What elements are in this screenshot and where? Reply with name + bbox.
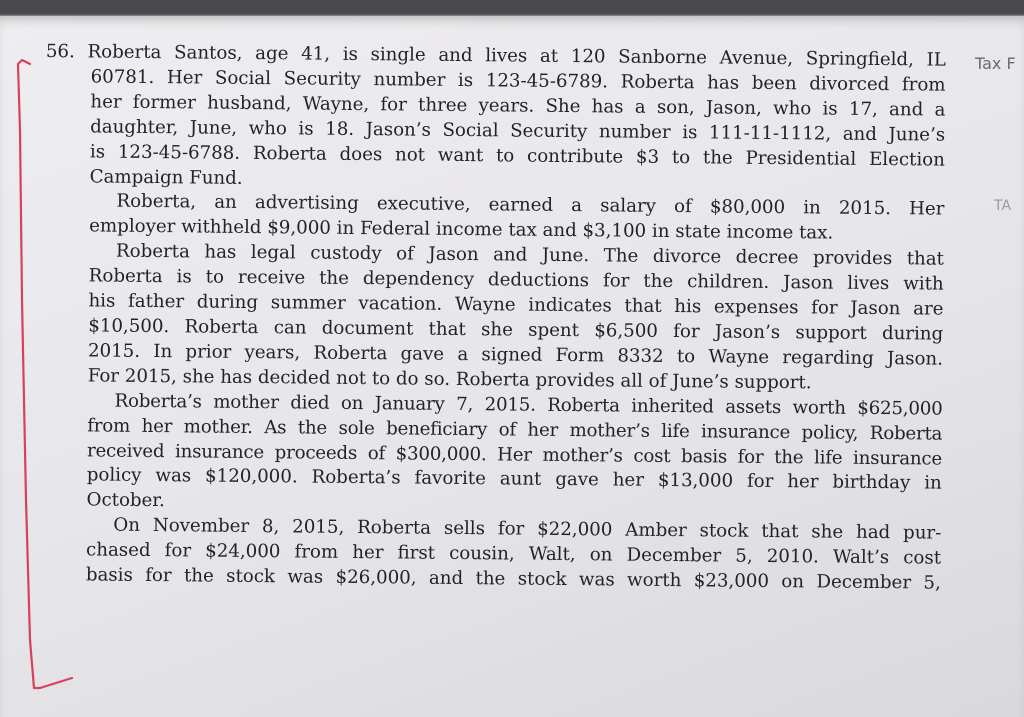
problem-56-text [41,40,946,597]
problem-line: 2015. In prior years, Roberta gave a signed Form 8332 to Wayne regarding Jason. [87,340,944,370]
problem-line: $10,500. Roberta can document that she spent $6,500 for Jason’s support during [88,315,944,345]
problem-line: employer withheld $9,000 in Federal income tax and $3,100 in state income tax. [89,215,834,244]
problem-line: Campaign Fund. [89,165,243,189]
problem-line: policy was $120,000. Roberta’s favorite aunt gave her $13,000 for her birthday in [86,464,942,495]
problem-line: Roberta’s mother died on January 7, 2015. Roberta inherited assets worth $625,000 [114,390,943,420]
problem-line: daughter, June, who is 18. Jason’s Social Security number is 111-11-1112, and June’s [90,116,946,146]
problem-line: For 2015, she has decided not to do so. Roberta provides all of June’s support. [87,365,812,394]
problem-line: chased for $24,000 from her first cousin, Walt, on December 5, 2010. Walt’s cost [86,539,942,569]
problem-line: from her mother. As the sole beneficiary of her mother’s life insurance policy, Roberta [87,415,943,445]
problem-line: On November 8, 2015, Roberta sells for $22,000 Amber stock that she had pur- [113,514,942,544]
side-label-ta: TA [994,198,1012,214]
problem-line: October. [86,489,165,512]
problem-line: Roberta, an advertising executive, earned a salary of $80,000 in 2015. Her [116,191,945,221]
problem-line: his father during summer vacation. Wayne indicates that his expenses for Jason are [88,290,944,320]
problem-line: her former husband, Wayne, for three years. She has a son, Jason, who is 17, and a [90,91,946,121]
problem-line: 56. Roberta Santos, age 41, is single and lives at 120 Sanborne Avenue, Springfield, IL [45,40,946,71]
problem-line: basis for the stock was $26,000, and the stock was worth $23,000 on December 5, [85,564,941,594]
problem-line: received insurance proceeds of $300,000. Her mother’s cost basis for the life insurance [86,439,943,470]
problem-line: Roberta has legal custody of Jason and June. The divorce decree provides that [115,240,945,270]
side-label-tax-f: Tax F [975,54,1016,73]
problem-line: Roberta is to receive the dependency deductions for the children. Jason lives with [88,265,944,295]
problem-line: 60781. Her Social Security number is 123-45-6789. Roberta has been divorced from [90,66,946,96]
problem-line: is 123-45-6788. Roberta does not want to contribute $3 to the Presidential Election [89,141,945,171]
